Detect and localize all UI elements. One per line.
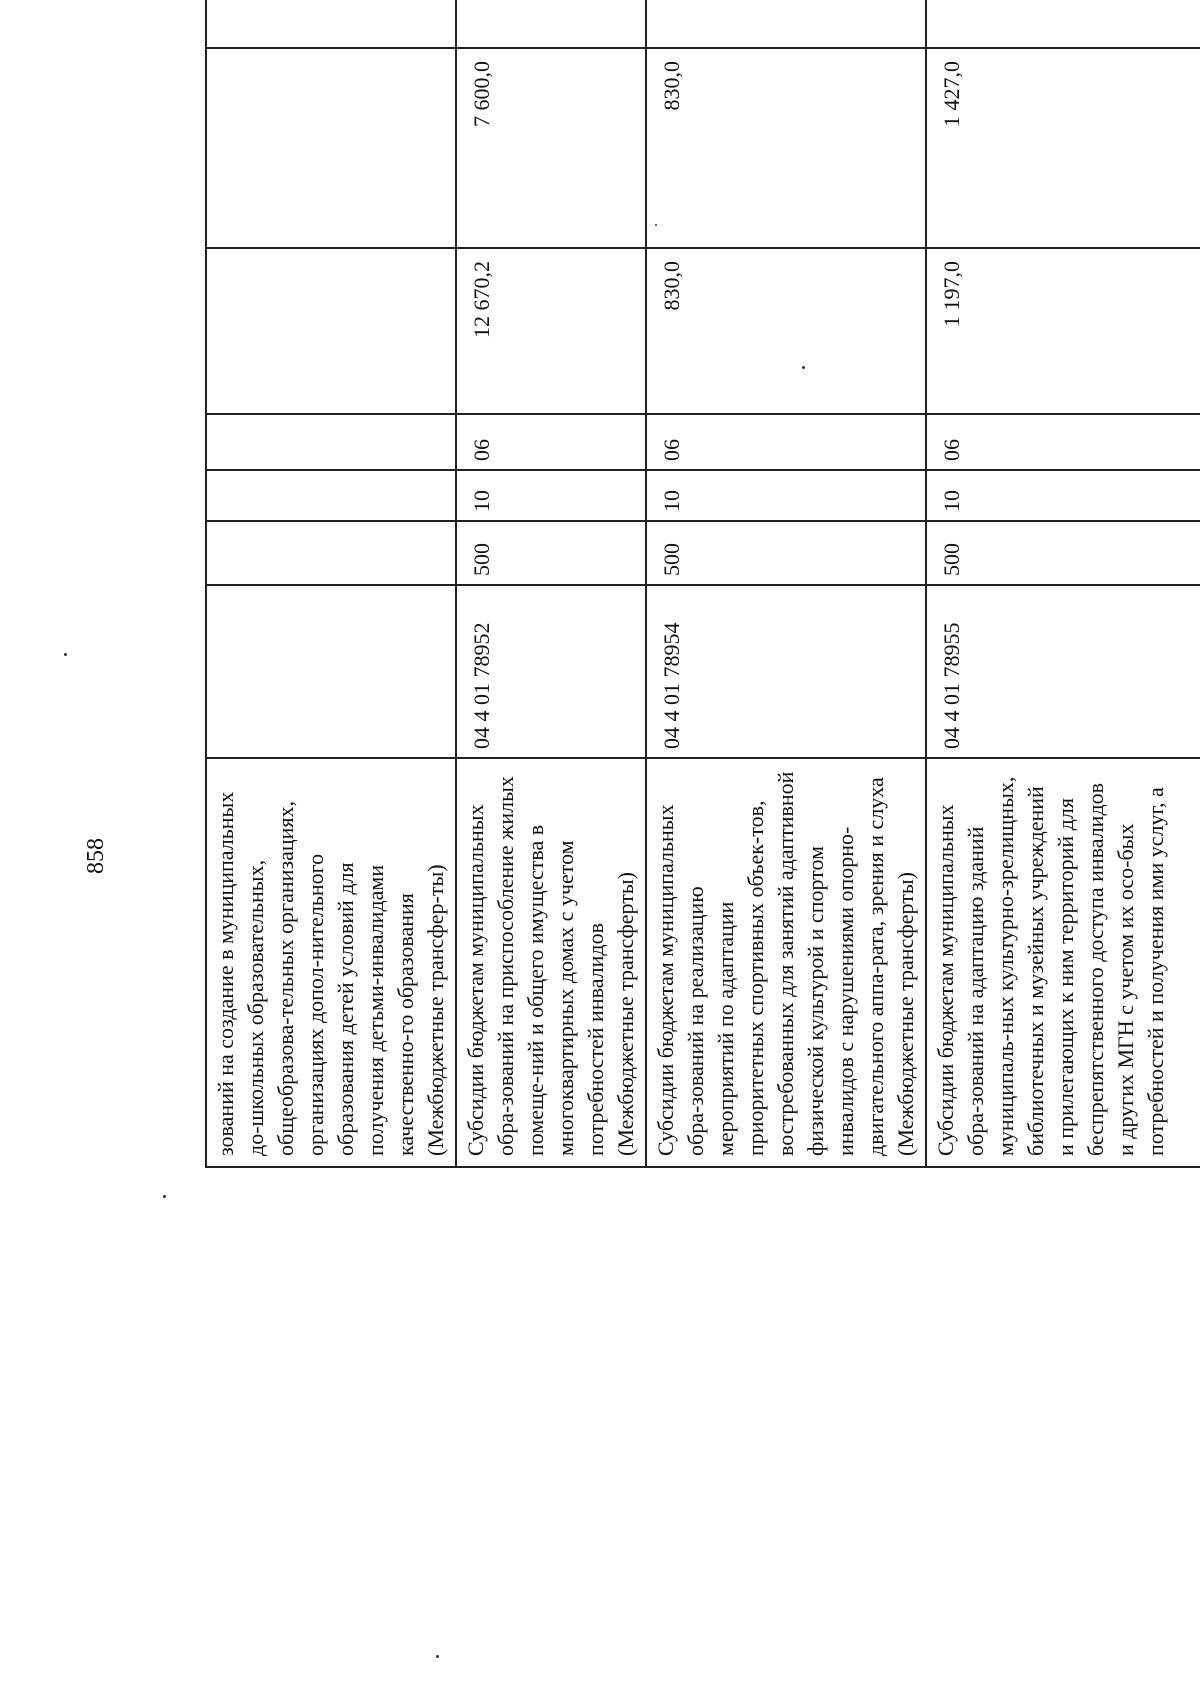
amount-1: 1 197,0 [926,248,1200,414]
subsection [206,414,456,470]
amount-3 [206,0,456,48]
section: 10 [926,470,1200,521]
section: 10 [646,470,926,521]
subsection: 06 [926,414,1200,470]
budget-table [205,0,1200,1168]
amount-2: 830,0 [646,48,926,248]
rotated-table-wrapper [205,61,1168,1168]
amount-3 [646,0,926,48]
scan-speck [436,1655,439,1658]
amount-2: 1 427,0 [926,48,1200,248]
subsection: 06 [456,414,646,470]
amount-3 [456,0,646,48]
amount-1: 830,0 [646,248,926,414]
target-code [206,585,456,758]
amount-2: 7 600,0 [456,48,646,248]
table-row [456,0,646,1167]
target-code: 04 4 01 78954 [646,585,926,758]
section: 10 [456,470,646,521]
table-row [646,0,926,1167]
expense-type: 500 [646,521,926,585]
amount-1: 12 670,2 [456,248,646,414]
row-description: зований на создание в муниципальных до-школьных образовательных, общеобразова-тельных организациях, организациях допол-нительного образования детей условий для получения детьми-инвалидами качественно-го образования (Межбюджетные трансфер-ты) [206,758,456,1167]
scan-speck [64,653,67,656]
expense-type [206,521,456,585]
amount-3 [926,0,1200,48]
amount-2 [206,48,456,248]
expense-type: 500 [926,521,1200,585]
section [206,470,456,521]
table-row [206,0,456,1167]
amount-1 [206,248,456,414]
page-number: 858 [83,838,109,874]
row-description: Субсидии бюджетам муниципальных обра-зований на адаптацию зданий муниципаль-ных культурно-зрелищных, библиотечных и музейных учреждений и прилегающих к ним территорий для беспрепятственного доступа инвалидов и других МГН с учетом их осо-бых потребностей и получения ими услуг, а [926,758,1200,1167]
subsection: 06 [646,414,926,470]
expense-type: 500 [456,521,646,585]
table-row [926,0,1200,1167]
scan-speck [655,224,657,226]
row-description: Субсидии бюджетам муниципальных обра-зований на реализацию мероприятий по адаптации приоритетных спортивных объек-тов, востребованных для занятий адаптивной физической культурой и спортом инвалидов с нарушениями опорно-двигательного аппа-рата, зрения и слуха (Межбюджетные трансферты) [646,758,926,1167]
scan-speck [163,1195,166,1198]
scan-speck [802,366,805,369]
row-description: Субсидии бюджетам муниципальных обра-зований на приспособление жилых помеще-ний и общего имущества в многоквартирных домах с учетом потребностей инвалидов (Межбюджетные трансферты) [456,758,646,1167]
target-code: 04 4 01 78955 [926,585,1200,758]
target-code: 04 4 01 78952 [456,585,646,758]
